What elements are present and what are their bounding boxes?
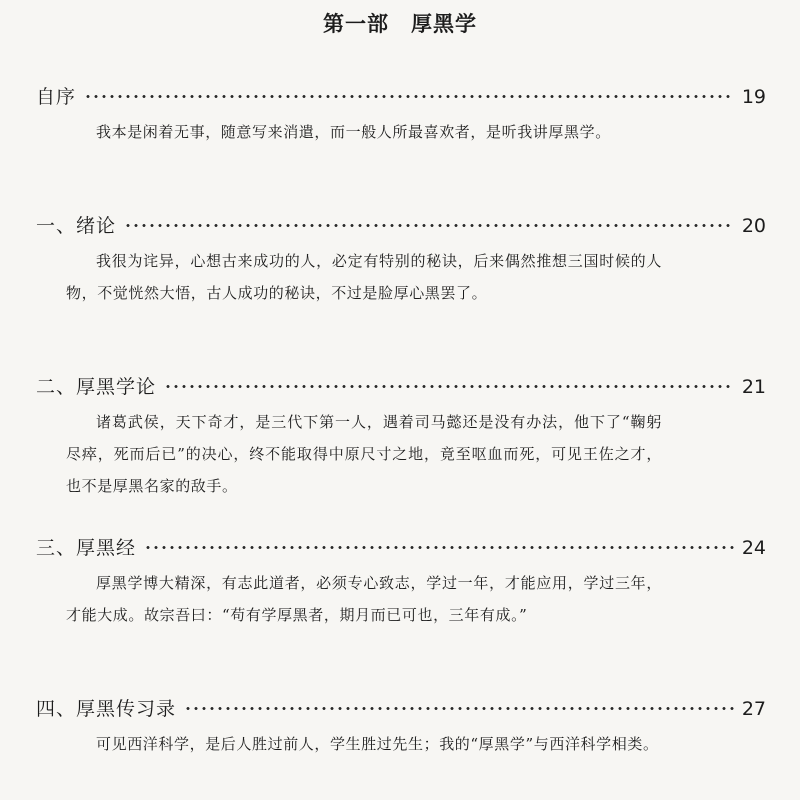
entry-title: 二、厚黑学论 bbox=[36, 376, 157, 398]
page-number: 20 bbox=[741, 215, 766, 237]
toc-entry-heading bbox=[36, 82, 766, 110]
toc-entry-heading bbox=[36, 694, 766, 722]
dot-leader bbox=[184, 701, 734, 715]
entry-summary: 我很为诧异，心想古来成功的人，必定有特别的秘诀，后来偶然推想三国时候的人物，不觉恍然大悟，古人成功的秘诀，不过是脸厚心黑罢了。 bbox=[66, 252, 662, 302]
page-number: 21 bbox=[741, 376, 766, 398]
page-number: 24 bbox=[741, 537, 766, 559]
entry-summary: 可见西洋科学，是后人胜过前人，学生胜过先生；我的“厚黑学”与西洋科学相类。 bbox=[96, 735, 659, 753]
entry-title: 三、厚黑经 bbox=[36, 537, 137, 559]
toc-entry-houhei-classic bbox=[36, 533, 766, 631]
toc-entry-instructions bbox=[36, 694, 766, 760]
toc-entry-houheixue-theory bbox=[36, 372, 766, 502]
part-title: 第一部 厚黑学 bbox=[323, 12, 477, 36]
toc-entry-heading bbox=[36, 372, 766, 400]
entry-title: 一、绪论 bbox=[36, 215, 117, 237]
page-number: 27 bbox=[741, 698, 766, 720]
toc-entry-introduction bbox=[36, 211, 766, 309]
page-number: 19 bbox=[741, 86, 766, 108]
toc-entry-preface bbox=[36, 82, 766, 148]
toc-entry-heading bbox=[36, 533, 766, 561]
entry-summary: 我本是闲着无事，随意写来消遣，而一般人所最喜欢者，是听我讲厚黑学。 bbox=[96, 123, 611, 141]
toc-entry-heading bbox=[36, 211, 766, 239]
dot-leader bbox=[144, 540, 734, 554]
entry-title: 自序 bbox=[36, 86, 77, 108]
entry-summary: 厚黑学博大精深，有志此道者，必须专心致志，学过一年，才能应用，学过三年，才能大成。故宗吾曰：“苟有学厚黑者，期月而已可也，三年有成。” bbox=[66, 574, 662, 624]
dot-leader bbox=[164, 379, 734, 393]
entry-title: 四、厚黑传习录 bbox=[36, 698, 177, 720]
dot-leader bbox=[84, 89, 734, 103]
dot-leader bbox=[124, 218, 734, 232]
entry-summary: 诸葛武侯，天下奇才，是三代下第一人，遇着司马懿还是没有办法，他下了“鞠躬尽瘁，死而后已”的决心，终不能取得中原尺寸之地，竟至呕血而死，可见王佐之才，也不是厚黑名家的敌手。 bbox=[66, 413, 662, 495]
